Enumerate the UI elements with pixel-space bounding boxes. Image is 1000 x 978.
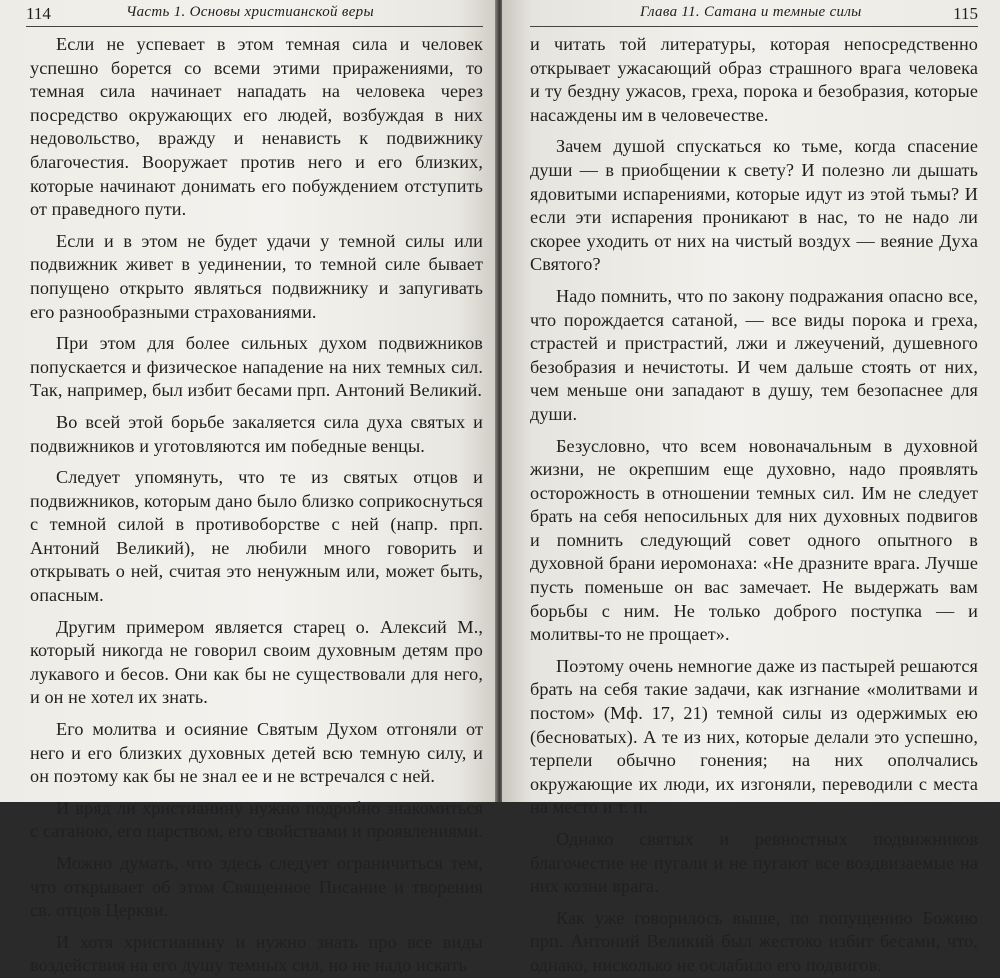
right-page-number: 115 xyxy=(953,4,978,23)
paragraph: Если не успевает в этом темная сила и человек успешно борется со всеми этими приражениями, то темная сила начинает нападать на человека через посредство окружающих его людей, возбуждая в них недовольство, вражду и ненависть к подвижнику благочестия. Вооружает против него и его близких, которые начинают донимать его побуждением отступить от праведного пути. xyxy=(30,34,483,220)
left-page-number: 114 xyxy=(26,4,51,23)
paragraph: Его молитва и осияние Святым Духом отгоняли от него и его близких духовных детей всю темную силу, и он поэтому как бы не знал ее и не встречался с ней. xyxy=(30,719,483,787)
paragraph: Зачем душой спускаться ко тьме, когда спасение души — в приобщении к свету? И полезно ли дышать ядовитыми испарениями, которые идут из этой тьмы? И если эти испарения проникают в нас, то не надо ли скорее уходить от них на чистый воздух — веяние Духа Святого? xyxy=(530,136,978,275)
left-body-text xyxy=(30,33,483,978)
paragraph: И вряд ли христианину нужно подробно знакомиться с сатаною, его царством, его свойствами и проявлениями. xyxy=(30,797,483,842)
paragraph: Можно думать, что здесь следует ограничиться тем, что открывает об этом Священное Писание и творения св. отцов Церкви. xyxy=(30,853,483,921)
right-running-title: Глава 11. Сатана и темные силы xyxy=(640,4,862,20)
paragraph: И хотя христианину и нужно знать про все виды воздействия на его душу темных сил, но не надо искать xyxy=(30,931,483,976)
paragraph: Если и в этом не будет удачи у темной силы или подвижник живет в уединении, то темной силе бывает попущено открыто являться подвижнику и запугивать его разнообразными страхованиями. xyxy=(30,230,483,322)
paragraph: Как уже говорилось выше, по попущению Божию прп. Антоний Великий был жестоко избит бесами, что, однако, нисколько не ослабило его подвигов. xyxy=(530,907,978,975)
paragraph: Надо помнить, что по закону подражания опасно все, что порождается сатаной, — все виды порока и греха, страстей и пристрастий, лжи и лжеучений, душевного безобразия и нечистоты. И чем дальше стоять от них, чем меньше они западают в душу, тем безопаснее для души. xyxy=(530,285,978,424)
paragraph: Однако святых и ревностных подвижников благочестие не пугали и не пугают все воздвизаемые на них козни врага. xyxy=(530,829,978,897)
right-running-head xyxy=(530,0,978,27)
left-running-head xyxy=(26,0,483,27)
paragraph-continued: и читать той литературы, которая непосредственно открывает ужасающий образ страшного врага человека и ту бездну ужасов, греха, порока и безобразия, которые насаждены им в человечестве. xyxy=(530,34,978,125)
paragraph: Следует упомянуть, что те из святых отцов и подвижников, которым дано было близко соприкоснуться с темной силой в противоборстве с ней (напр. прп. Антоний Великий), не любили много говорить и открывать о ней, считая это ненужным или, может быть, опасным. xyxy=(30,467,483,606)
paragraph: Поэтому очень немногие даже из пастырей решаются брать на себя такие задачи, как изгнание «молитвами и постом» (Мф. 17, 21) темной силы из одержимых ею (бесноватых). А те из них, которые делали это успешно, терпели обычно гонения; на них ополчались окружающие их люди, их изгоняли, переводили с места на место и т. п. xyxy=(530,655,978,818)
paragraph: Безусловно, что всем новоначальным в духовной жизни, не окрепшим еще духовно, надо проявлять осторожность в отношении темных сил. Им не следует брать на себя непосильных для них духовных подвигов и помнить следующий совет одного опытного в духовной брани иеромонаха: «Не дразните врага. Лучше пусть поменьше он вас замечает. Не выдержать вам борьбы с ним. Не только доброго поступка — и молитвы-то не прощает». xyxy=(530,435,978,645)
left-page xyxy=(0,0,497,976)
paragraph: Во всей этой борьбе закаляется сила духа святых и подвижников и уготовляются им победные венцы. xyxy=(30,411,483,456)
left-running-title: Часть 1. Основы христианской веры xyxy=(126,4,374,20)
right-page xyxy=(502,0,1000,975)
paragraph: При этом для более сильных духом подвижников попускается и физическое нападение на них темных сил. Так, например, был избит бесами прп. Антоний Великий. xyxy=(30,333,483,401)
right-body-text xyxy=(530,33,978,978)
paragraph: Другим примером является старец о. Алексий М., который никогда не говорил своим духовным детям про лукавого и бесов. Они как бы не существовали для него, и он не хотел их знать. xyxy=(30,616,483,708)
